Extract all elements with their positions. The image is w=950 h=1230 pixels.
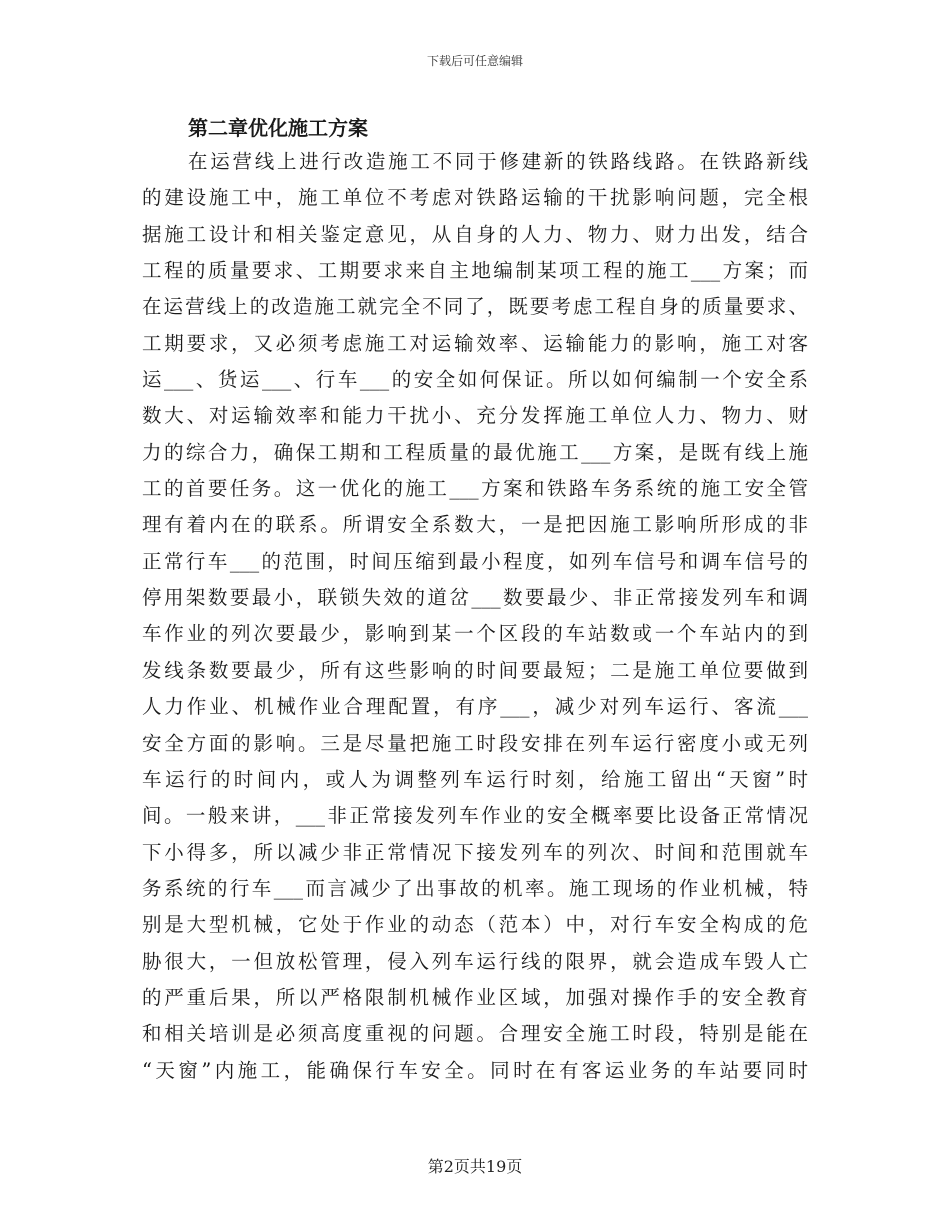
body-line: 停用架数要最小，联锁失效的道岔___数要最少、非正常接发列车和调 [142, 586, 808, 610]
body-line: 力的综合力，确保工期和工程质量的最优施工___方案，是既有线上施 [142, 440, 808, 464]
chapter-title: 第二章优化施工方案 [188, 116, 368, 140]
body-line: 间。一般来讲，___非正常接发列车作业的安全概率要比设备正常情况 [142, 804, 808, 828]
body-line: 安全方面的影响。三是尽量把施工时段安排在列车运行密度小或无列 [142, 731, 808, 755]
body-line: 人力作业、机械作业合理配置，有序___，减少对列车运行、客流___ [142, 695, 808, 719]
page-footer-number: 第2页共19页 [427, 1157, 523, 1176]
body-line: 数大、对运输效率和能力干扰小、充分发挥施工单位人力、物力、财 [142, 404, 808, 428]
body-line: 理有着内在的联系。所谓安全系数大，一是把因施工影响所形成的非 [142, 513, 808, 537]
body-line: 正常行车___的范围，时间压缩到最小程度，如列车信号和调车信号的 [142, 549, 808, 573]
body-line: 车运行的时间内，或人为调整列车运行时刻，给施工留出“天窗”时 [142, 767, 808, 791]
body-line: 胁很大，一但放松管理，侵入列车运行线的限界，就会造成车毁人亡 [142, 949, 808, 973]
body-line: 车作业的列次要最少，影响到某一个区段的车站数或一个车站内的到 [142, 622, 808, 646]
body-line: 工程的质量要求、工期要求来自主地编制某项工程的施工___方案；而 [142, 259, 808, 283]
body-line: 运___、货运___、行车___的安全如何保证。所以如何编制一个安全系 [142, 368, 808, 392]
page-header-note: 下载后可任意编辑 [426, 54, 523, 68]
body-line: 据施工设计和相关鉴定意见，从自身的人力、物力、财力出发，结合 [142, 222, 808, 246]
body-line: “天窗”内施工，能确保行车安全。同时在有客运业务的车站要同时 [142, 1058, 808, 1082]
body-line: 工期要求，又必须考虑施工对运输效率、运输能力的影响，施工对客 [142, 331, 808, 355]
body-line: 的严重后果，所以严格限制机械作业区域，加强对操作手的安全教育 [142, 985, 808, 1009]
body-line: 务系统的行车___而言减少了出事故的机率。施工现场的作业机械，特 [142, 876, 808, 900]
body-line: 别是大型机械，它处于作业的动态（范本）中，对行车安全构成的危 [142, 913, 808, 937]
body-line: 在运营线上进行改造施工不同于修建新的铁路线路。在铁路新线 [188, 150, 808, 173]
body-paragraph [142, 144, 808, 1089]
body-line: 和相关培训是必须高度重视的问题。合理安全施工时段，特别是能在 [142, 1022, 808, 1046]
body-line: 工的首要任务。这一优化的施工___方案和铁路车务系统的施工安全管 [142, 477, 808, 501]
body-line: 在运营线上的改造施工就完全不同了，既要考虑工程自身的质量要求、 [142, 295, 808, 319]
document-content [142, 112, 808, 1089]
body-line: 下小得多，所以减少非正常情况下接发列车的列次、时间和范围就车 [142, 840, 808, 864]
body-line: 的建设施工中，施工单位不考虑对铁路运输的干扰影响问题，完全根 [142, 186, 808, 210]
body-line: 发线条数要最少，所有这些影响的时间要最短；二是施工单位要做到 [142, 658, 808, 682]
